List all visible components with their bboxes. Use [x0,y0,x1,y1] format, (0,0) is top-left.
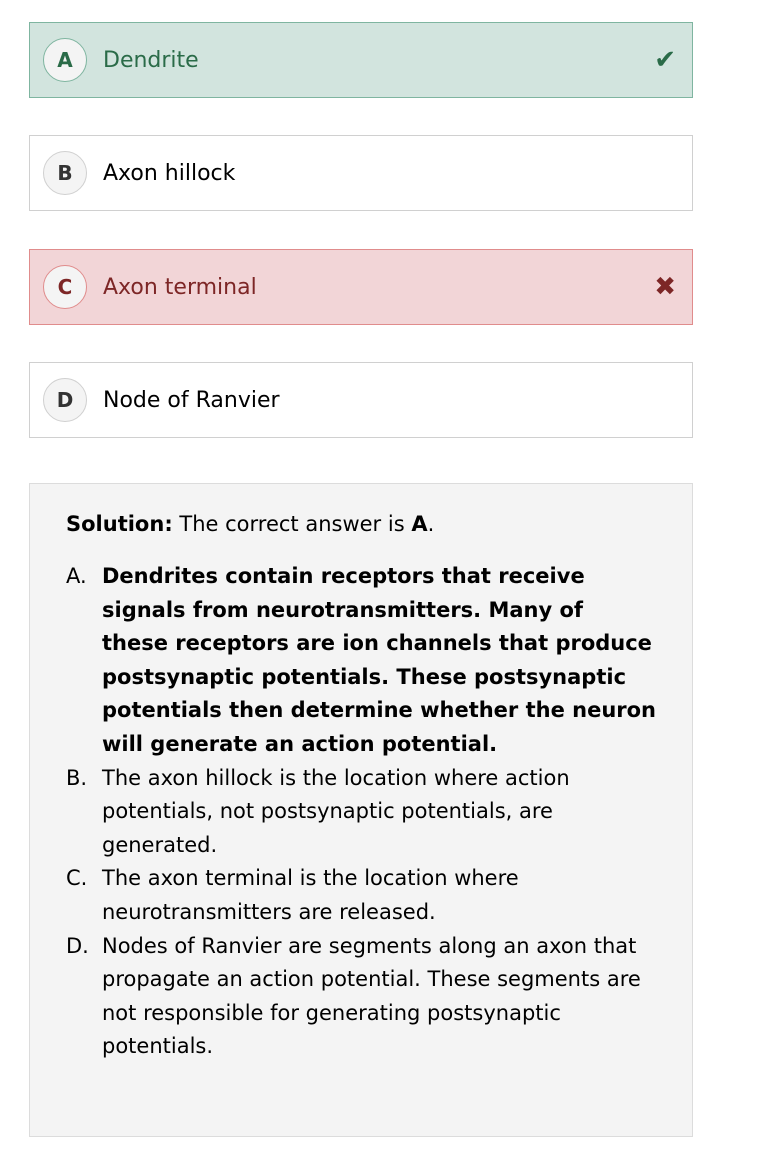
item-marker: B. [66,765,88,790]
explanation-item [66,862,656,929]
item-text: Dendrites contain receptors that receive signals from neurotransmitters. Many of these receptors are ion channels that produce postsynaptic potentials. These postsynaptic potentials then determine whether the neuron will generate an action potential. [102,564,657,756]
solution-period: . [427,512,435,536]
solution-text: The correct answer is [172,512,412,536]
option-b[interactable] [29,135,693,211]
solution-title [66,512,434,536]
item-marker: C. [66,866,88,891]
option-a[interactable] [29,22,693,98]
option-letter: B [43,151,87,195]
item-marker: A. [66,564,87,588]
solution-label: Solution: [66,512,173,536]
option-text: Node of Ranvier [103,387,280,413]
option-text: Axon hillock [103,160,236,186]
option-text: Axon terminal [103,274,257,300]
x-icon: ✖ [654,272,676,302]
item-text: Nodes of Ranvier are segments along an axon that propagate an action potential. These segments are not responsible for generating postsynaptic potentials. [102,933,641,1059]
item-text: The axon terminal is the location where neurotransmitters are released. [102,866,519,924]
option-letter: D [43,378,87,422]
item-marker: D. [66,933,89,958]
solution-answer: A [411,512,428,536]
solution-panel [29,483,693,1137]
explanation-item [66,762,656,863]
explanation-list [66,560,656,1064]
check-icon: ✔ [654,45,676,75]
option-text: Dendrite [103,47,199,73]
option-d[interactable] [29,362,693,438]
explanation-item [66,930,656,1064]
option-c[interactable] [29,249,693,325]
option-letter: C [43,265,87,309]
explanation-item [66,560,656,762]
option-letter: A [43,38,87,82]
item-text: The axon hillock is the location where action potentials, not postsynaptic potentials, are generated. [102,765,570,857]
